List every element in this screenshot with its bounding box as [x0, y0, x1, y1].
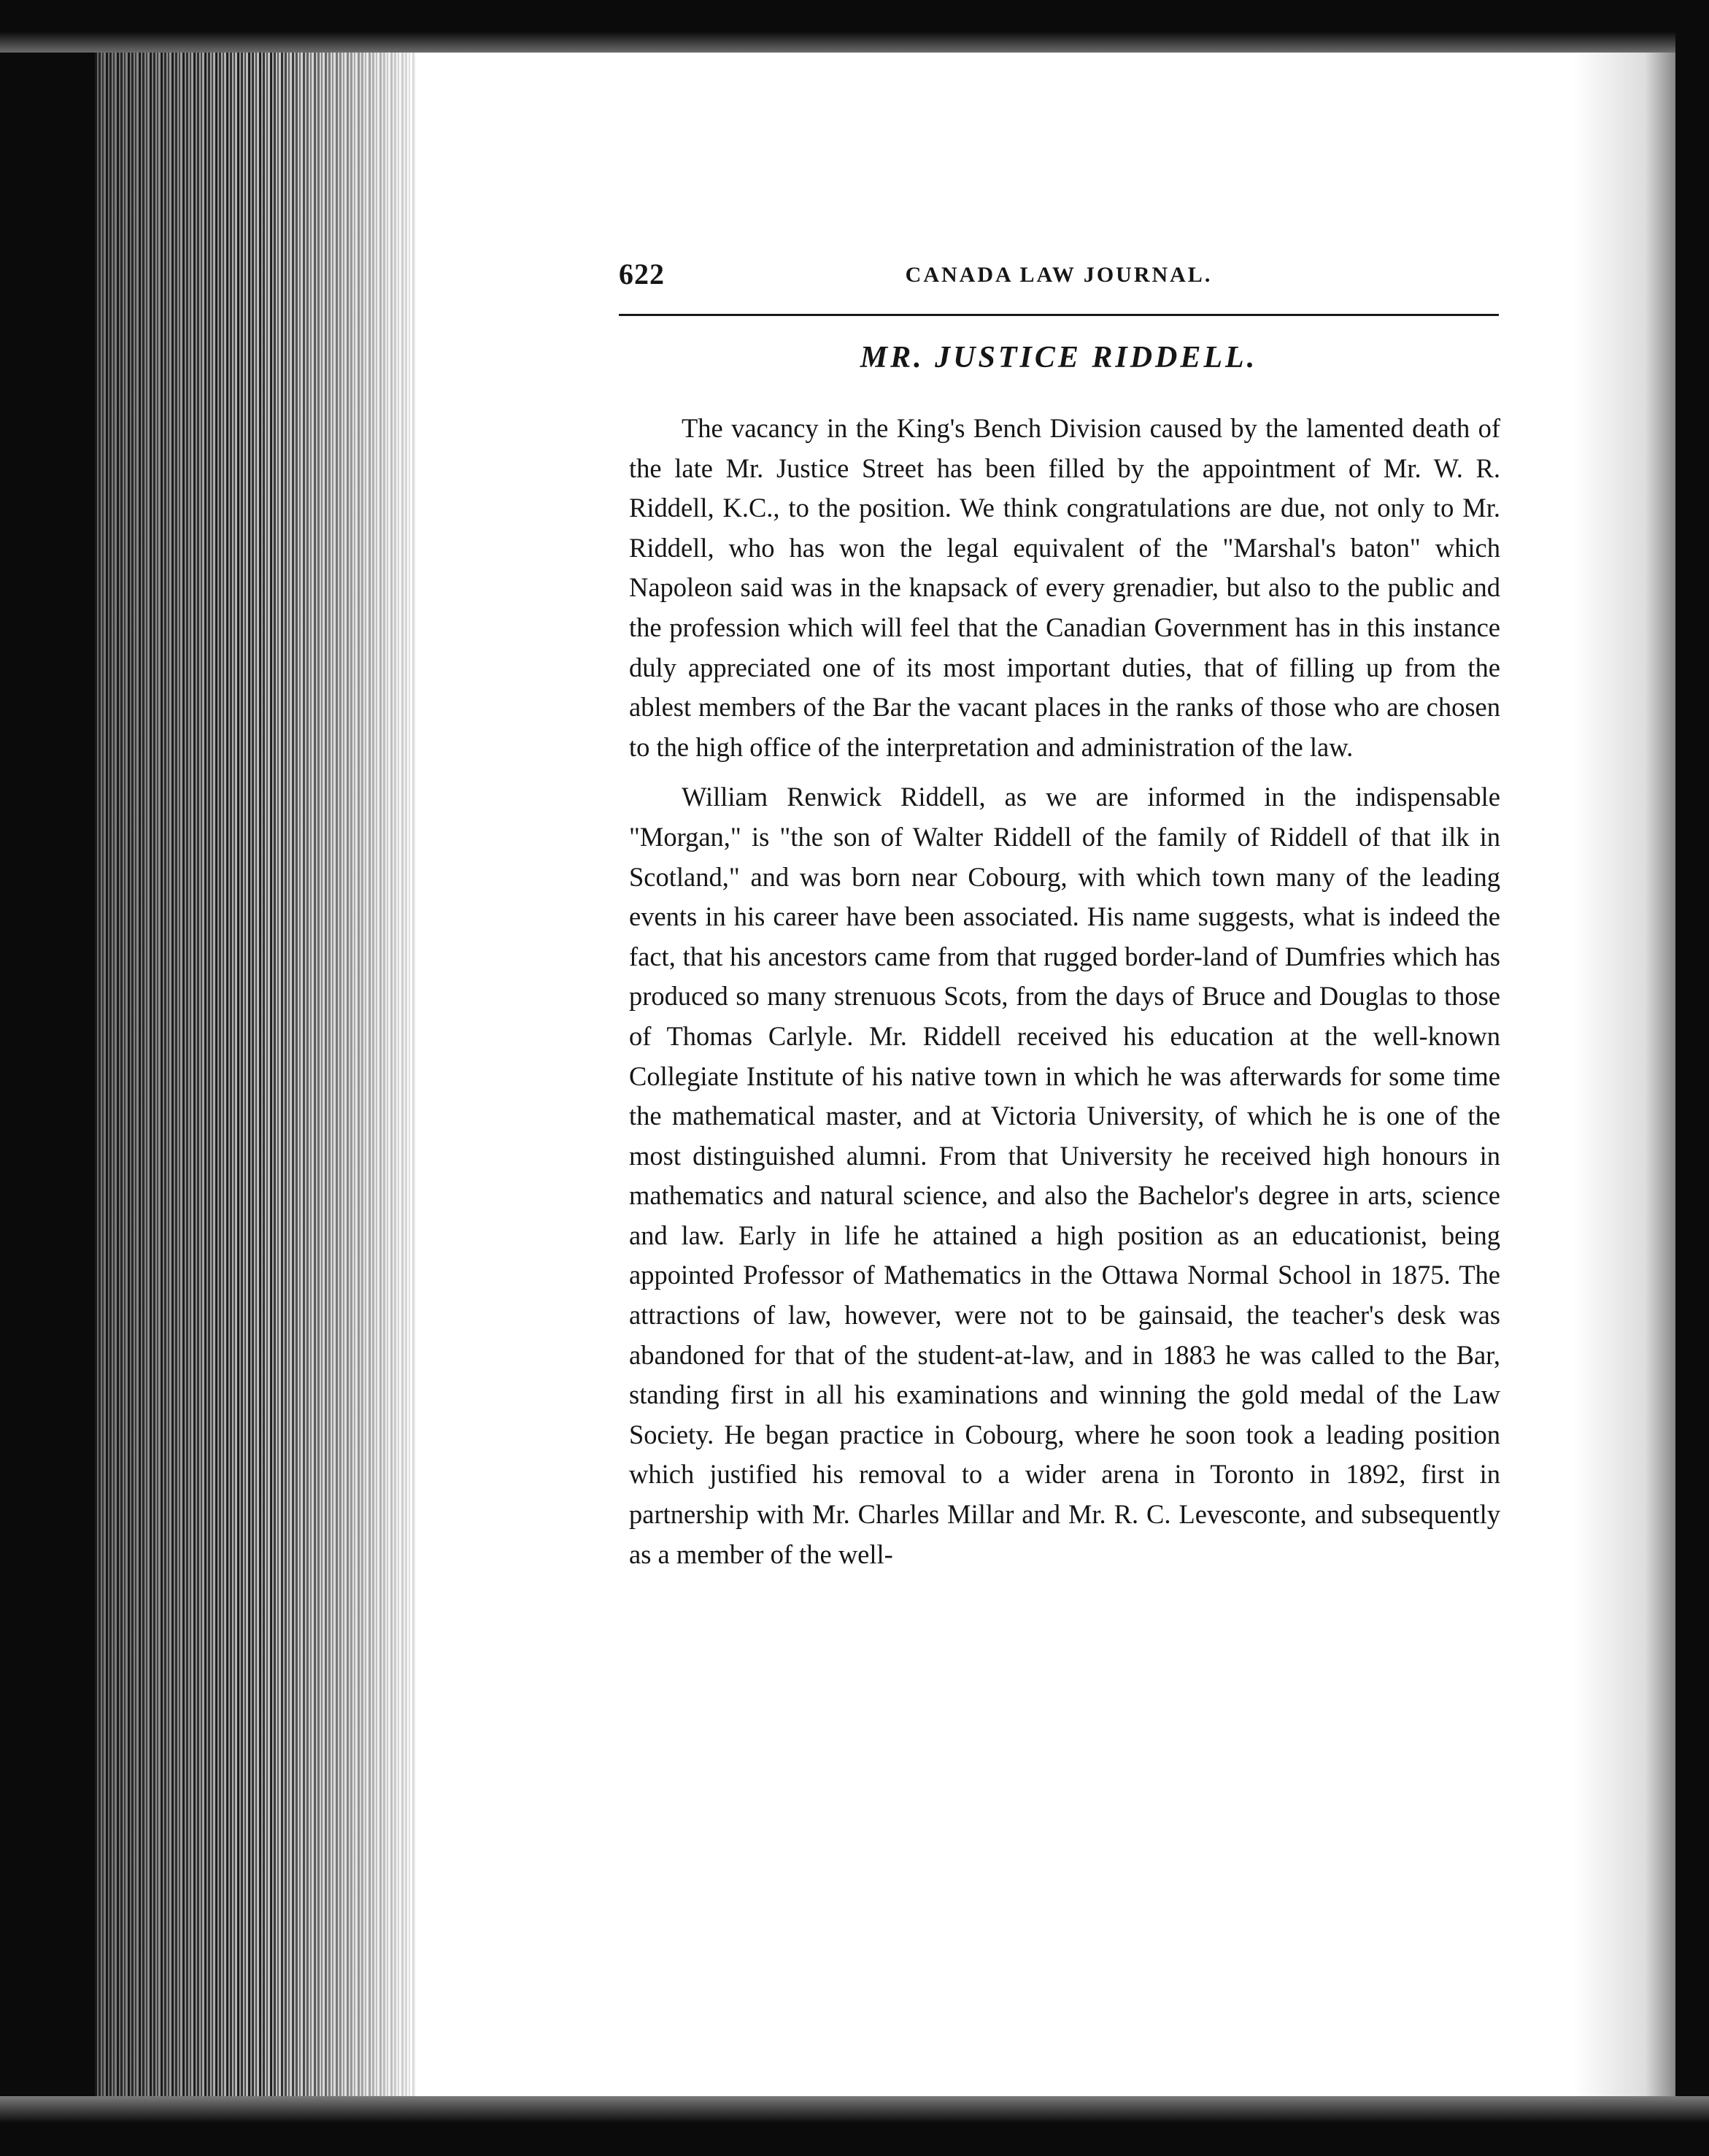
- article-title: MR. JUSTICE RIDDELL.: [860, 341, 1258, 374]
- paragraph-2: William Renwick Riddell, as we are informed in the indispensable "Morgan," is "the son of Walter Riddell of the family of Riddell of that ilk in Scotland," and was born near Cobourg, with which town many of the leading events in his career have been associated. His name suggests, what is indeed the fact, that his ancestors came from that rugged border-land of Dumfries which has produced so many strenuous Scots, from the days of Bruce and Douglas to those of Thomas Carlyle. Mr. Riddell received his education at the well-known Collegiate Institute of his native town in which he was afterwards for some time the mathematical master, and at Victoria University, of which he is one of the most distinguished alumni. From that University he received high honours in mathematics and natural science, and also the Bachelor's degree in arts, science and law. Early in life he attained a high position as an educationist, being appointed Professor of Mathematics in the Ottawa Normal School in 1875. The attractions of law, however, were not to be gainsaid, the teacher's desk was abandoned for that of the student-at-law, and in 1883 he was called to the Bar, standing first in all his examinations and winning the gold medal of the Law Society. He began practice in Cobourg, where he soon took a leading position which justified his removal to a wider arena in Toronto in 1892, first in partnership with Mr. Charles Millar and Mr. R. C. Levesconte, and subsequently as a member of the well-: [629, 782, 1500, 1569]
- scan-border-left: [0, 0, 95, 2156]
- running-head: CANADA LAW JOURNAL.: [905, 263, 1213, 287]
- article-body: [629, 409, 1500, 1574]
- page-shadow-right: [1573, 53, 1675, 2096]
- page-header: [619, 257, 1499, 301]
- book-page-edges: [95, 51, 416, 2153]
- paragraph-1: The vacancy in the King's Bench Division caused by the lamented death of the late Mr. Justice Street has been filled by the appointment of Mr. W. R. Riddell, K.C., to the position. We think congratulations are due, not only to Mr. Riddell, who has won the legal equivalent of the "Marshal's baton" which Napoleon said was in the knapsack of every grenadier, but also to the public and the profession which will feel that the Canadian Government has in this instance duly appreciated one of its most important duties, that of filling up from the ablest members of the Bar the vacant places in the ranks of those who are chosen to the high office of the interpretation and administration of the law.: [629, 413, 1500, 762]
- header-rule: [619, 314, 1499, 316]
- scan-border-bottom: [0, 2096, 1709, 2156]
- page-number: 622: [619, 258, 665, 290]
- scan-border-right: [1675, 0, 1709, 2156]
- scan-border-top: [0, 0, 1709, 53]
